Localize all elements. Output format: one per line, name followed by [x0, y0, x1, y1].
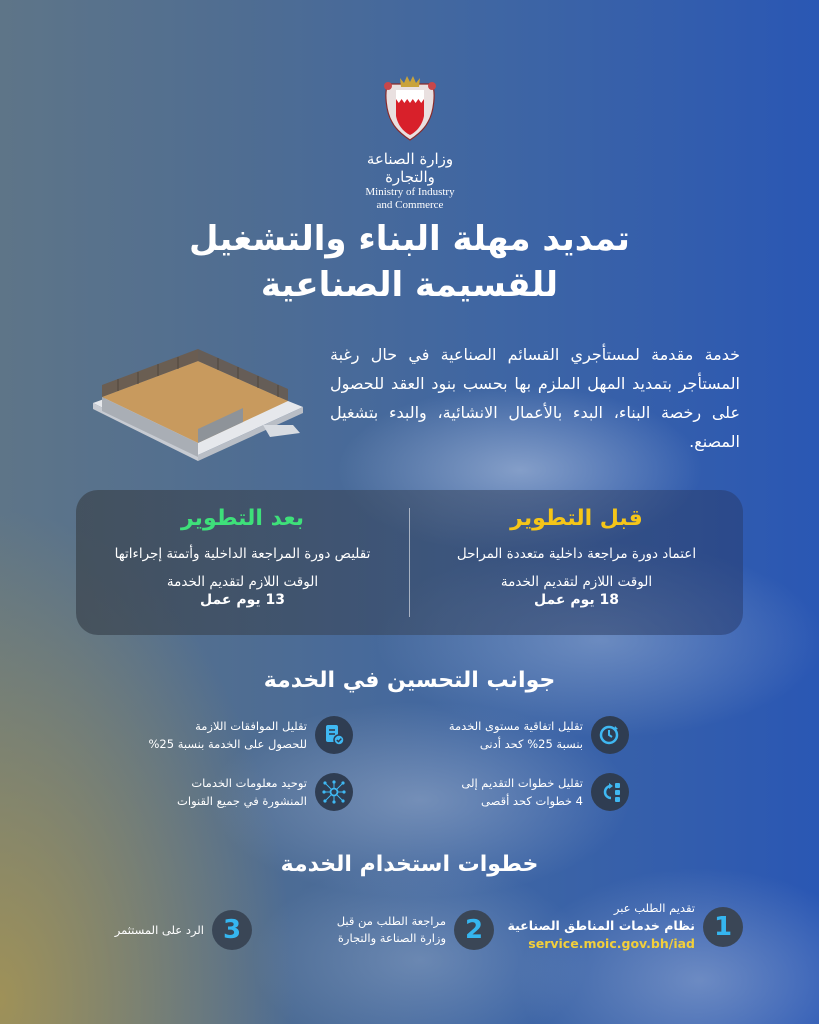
improvement-text-line2: للحصول على الخدمة بنسبة 25% [148, 737, 307, 751]
step-text-line2: وزارة الصناعة والتجارة [337, 931, 446, 945]
page-title-line1: تمديد مهلة البناء والتشغيل [189, 219, 630, 259]
service-url-link[interactable]: service.moic.gov.bh/iad [528, 936, 695, 951]
improvement-text-line1: تقليل خطوات التقديم إلى [461, 776, 583, 790]
after-time-value: 13 يوم عمل [200, 592, 285, 608]
step-number: 3 [212, 910, 252, 950]
before-time-value: 18 يوم عمل [534, 592, 619, 608]
improvement-text-line2: المنشورة في جميع القنوات [177, 794, 307, 808]
steps-flow-icon [591, 773, 629, 811]
service-description: خدمة مقدمة لمستأجري القسائم الصناعية في حال رغبة المستأجر بتمديد المهل الملزم بها بحسب بنود العقد للحصول على رخصة البناء، البدء بالأعمال الانشائية، والبدء بتشغيل المصنع. [330, 345, 740, 451]
improvement-item [177, 773, 353, 811]
step-number: 1 [703, 907, 743, 947]
step-system-name: نظام خدمات المناطق الصناعية [507, 918, 695, 933]
after-time-label: الوقت اللازم لتقديم الخدمة [166, 574, 319, 590]
page-title [100, 216, 719, 308]
improvement-item [461, 773, 629, 811]
page-title-line2: للقسيمة الصناعية [260, 265, 559, 305]
ministry-logo [340, 72, 480, 212]
document-check-icon [315, 716, 353, 754]
ministry-name-english-line1: Ministry of Industry [365, 186, 455, 198]
improvement-text-line2: بنسبة 25% كحد أدنى [479, 737, 583, 751]
improvements-heading: جوانب التحسين في الخدمة [263, 668, 556, 693]
fenced-plot-illustration [88, 345, 318, 470]
step-number: 2 [454, 910, 494, 950]
step-text-line1: مراجعة الطلب من قبل [336, 914, 446, 928]
step-item-1 [507, 900, 743, 953]
improvement-text-line1: تقليل اتفاقية مستوى الخدمة [448, 719, 583, 733]
after-title: بعد التطوير [181, 506, 304, 531]
improvement-text-line2: 4 خطوات كحد أقصى [481, 794, 583, 808]
steps-heading: خطوات استخدام الخدمة [280, 852, 539, 877]
improvement-text-line1: تقليل الموافقات اللازمة [195, 719, 307, 733]
step-item-2 [337, 910, 494, 950]
step-text-line1: الرد على المستثمر [114, 922, 204, 937]
column-divider [409, 508, 410, 617]
improvement-item [148, 716, 353, 754]
before-after-panel [76, 490, 743, 635]
before-title: قبل التطوير [510, 506, 643, 531]
after-column [76, 490, 409, 635]
step-item-3 [115, 910, 252, 950]
ministry-name-english-line2: and Commerce [376, 199, 444, 211]
before-time-label: الوقت اللازم لتقديم الخدمة [500, 574, 653, 590]
step-text-line1: تقديم الطلب عبر [613, 901, 695, 915]
improvement-item [449, 716, 629, 754]
bahrain-coat-of-arms-icon [382, 72, 438, 142]
after-description: تقليص دورة المراجعة الداخلية وأتمتة إجراءاتها [114, 546, 371, 562]
before-column [410, 490, 743, 635]
before-description: اعتماد دورة مراجعة داخلية متعددة المراحل [456, 546, 697, 562]
improvement-text-line1: توحيد معلومات الخدمات [191, 776, 307, 790]
network-hub-icon [315, 773, 353, 811]
ministry-name-arabic: وزارة الصناعة والتجارة [366, 150, 454, 186]
clock-refresh-icon [591, 716, 629, 754]
